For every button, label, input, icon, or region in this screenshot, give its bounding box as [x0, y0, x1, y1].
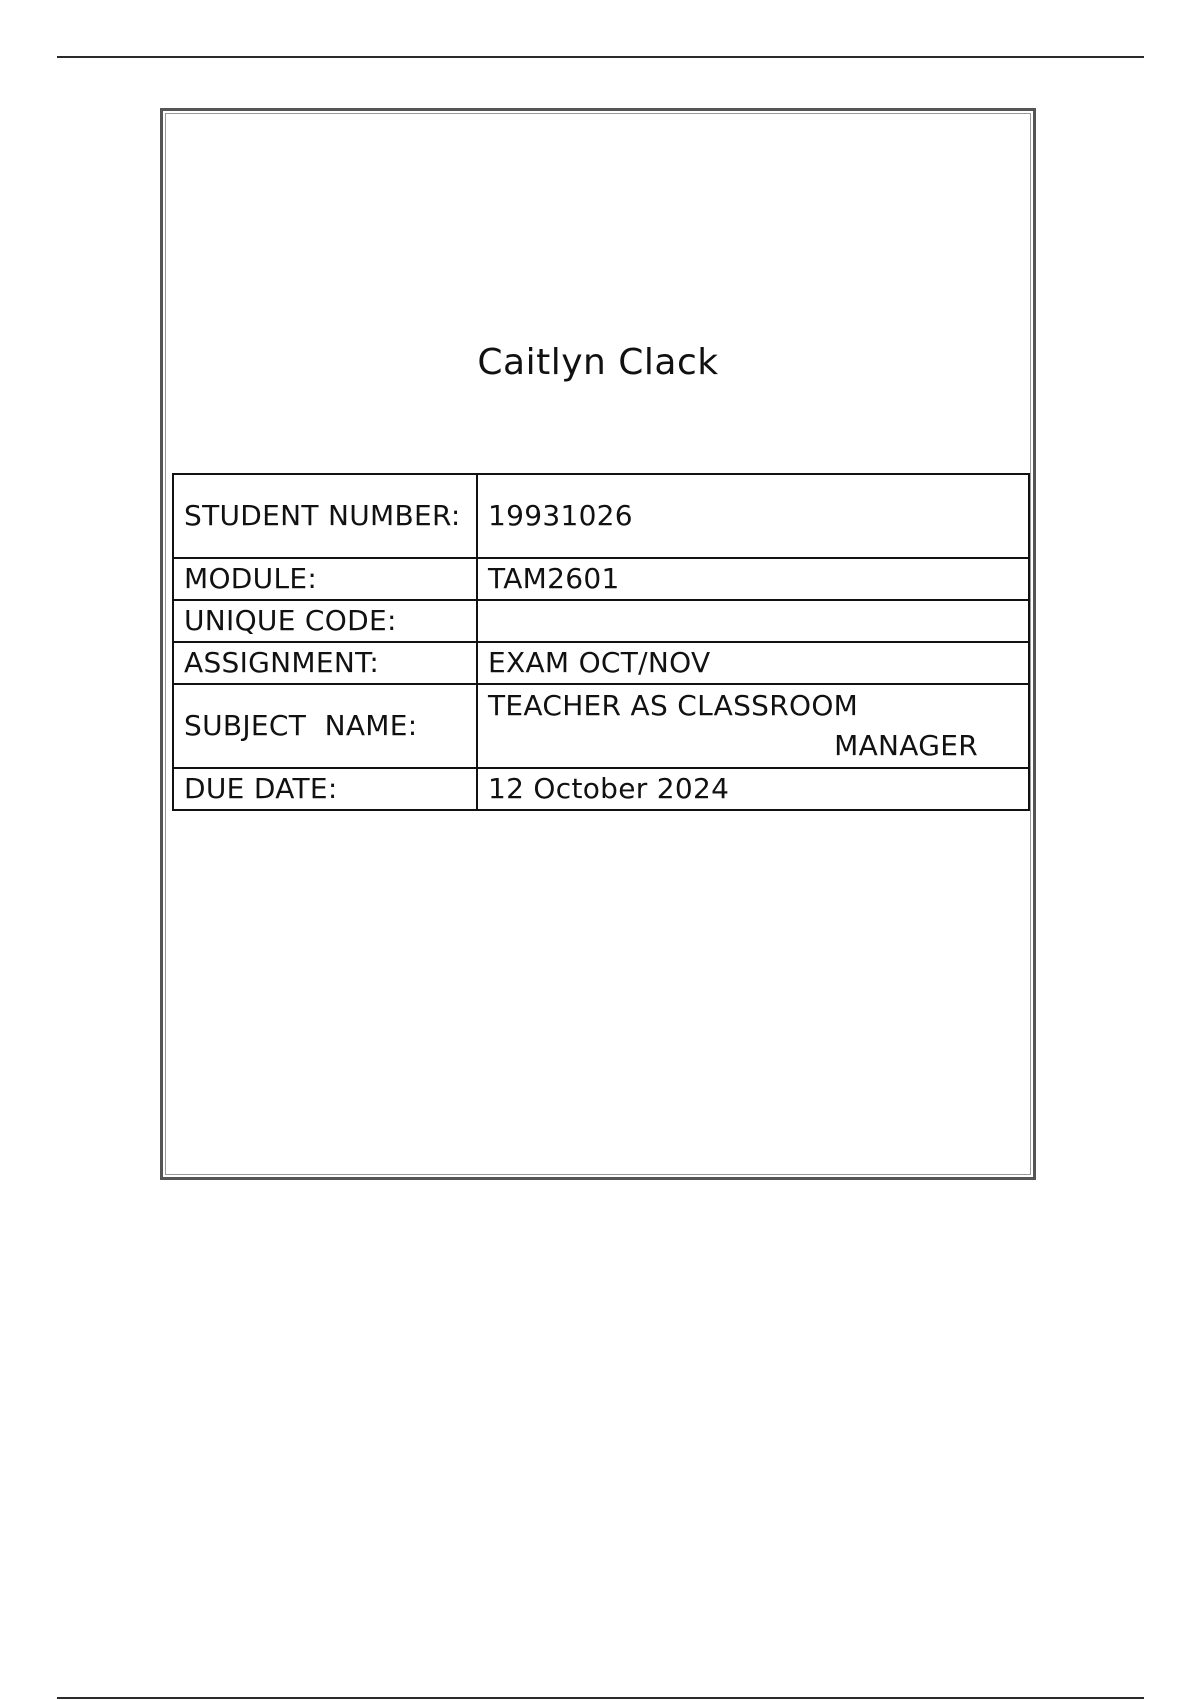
table-row-student-number	[173, 474, 1029, 558]
subject-name-value-line2: MANAGER	[834, 729, 978, 762]
table-row-module	[173, 558, 1029, 600]
due-date-value: 12 October 2024	[477, 768, 1029, 810]
assignment-label: ASSIGNMENT:	[173, 642, 477, 684]
table-row-due-date	[173, 768, 1029, 810]
student-number-label: STUDENT NUMBER:	[173, 474, 477, 558]
table-row-unique-code	[173, 600, 1029, 642]
subject-name-value-line1: TEACHER AS CLASSROOM	[488, 689, 859, 722]
due-date-label: DUE DATE:	[173, 768, 477, 810]
table-row-subject-name	[173, 684, 1029, 768]
subject-name-label: SUBJECT NAME:	[173, 684, 477, 768]
assignment-info-table	[172, 473, 1030, 811]
assignment-value: EXAM OCT/NOV	[477, 642, 1029, 684]
student-number-value: 19931026	[477, 474, 1029, 558]
table-row-assignment	[173, 642, 1029, 684]
module-label: MODULE:	[173, 558, 477, 600]
student-name: Caitlyn Clack	[477, 342, 719, 383]
footer-rule	[57, 1697, 1144, 1699]
unique-code-label: UNIQUE CODE:	[173, 600, 477, 642]
subject-name-value	[477, 684, 1029, 768]
unique-code-value	[477, 600, 1029, 642]
module-value: TAM2601	[477, 558, 1029, 600]
header-rule	[57, 56, 1144, 58]
